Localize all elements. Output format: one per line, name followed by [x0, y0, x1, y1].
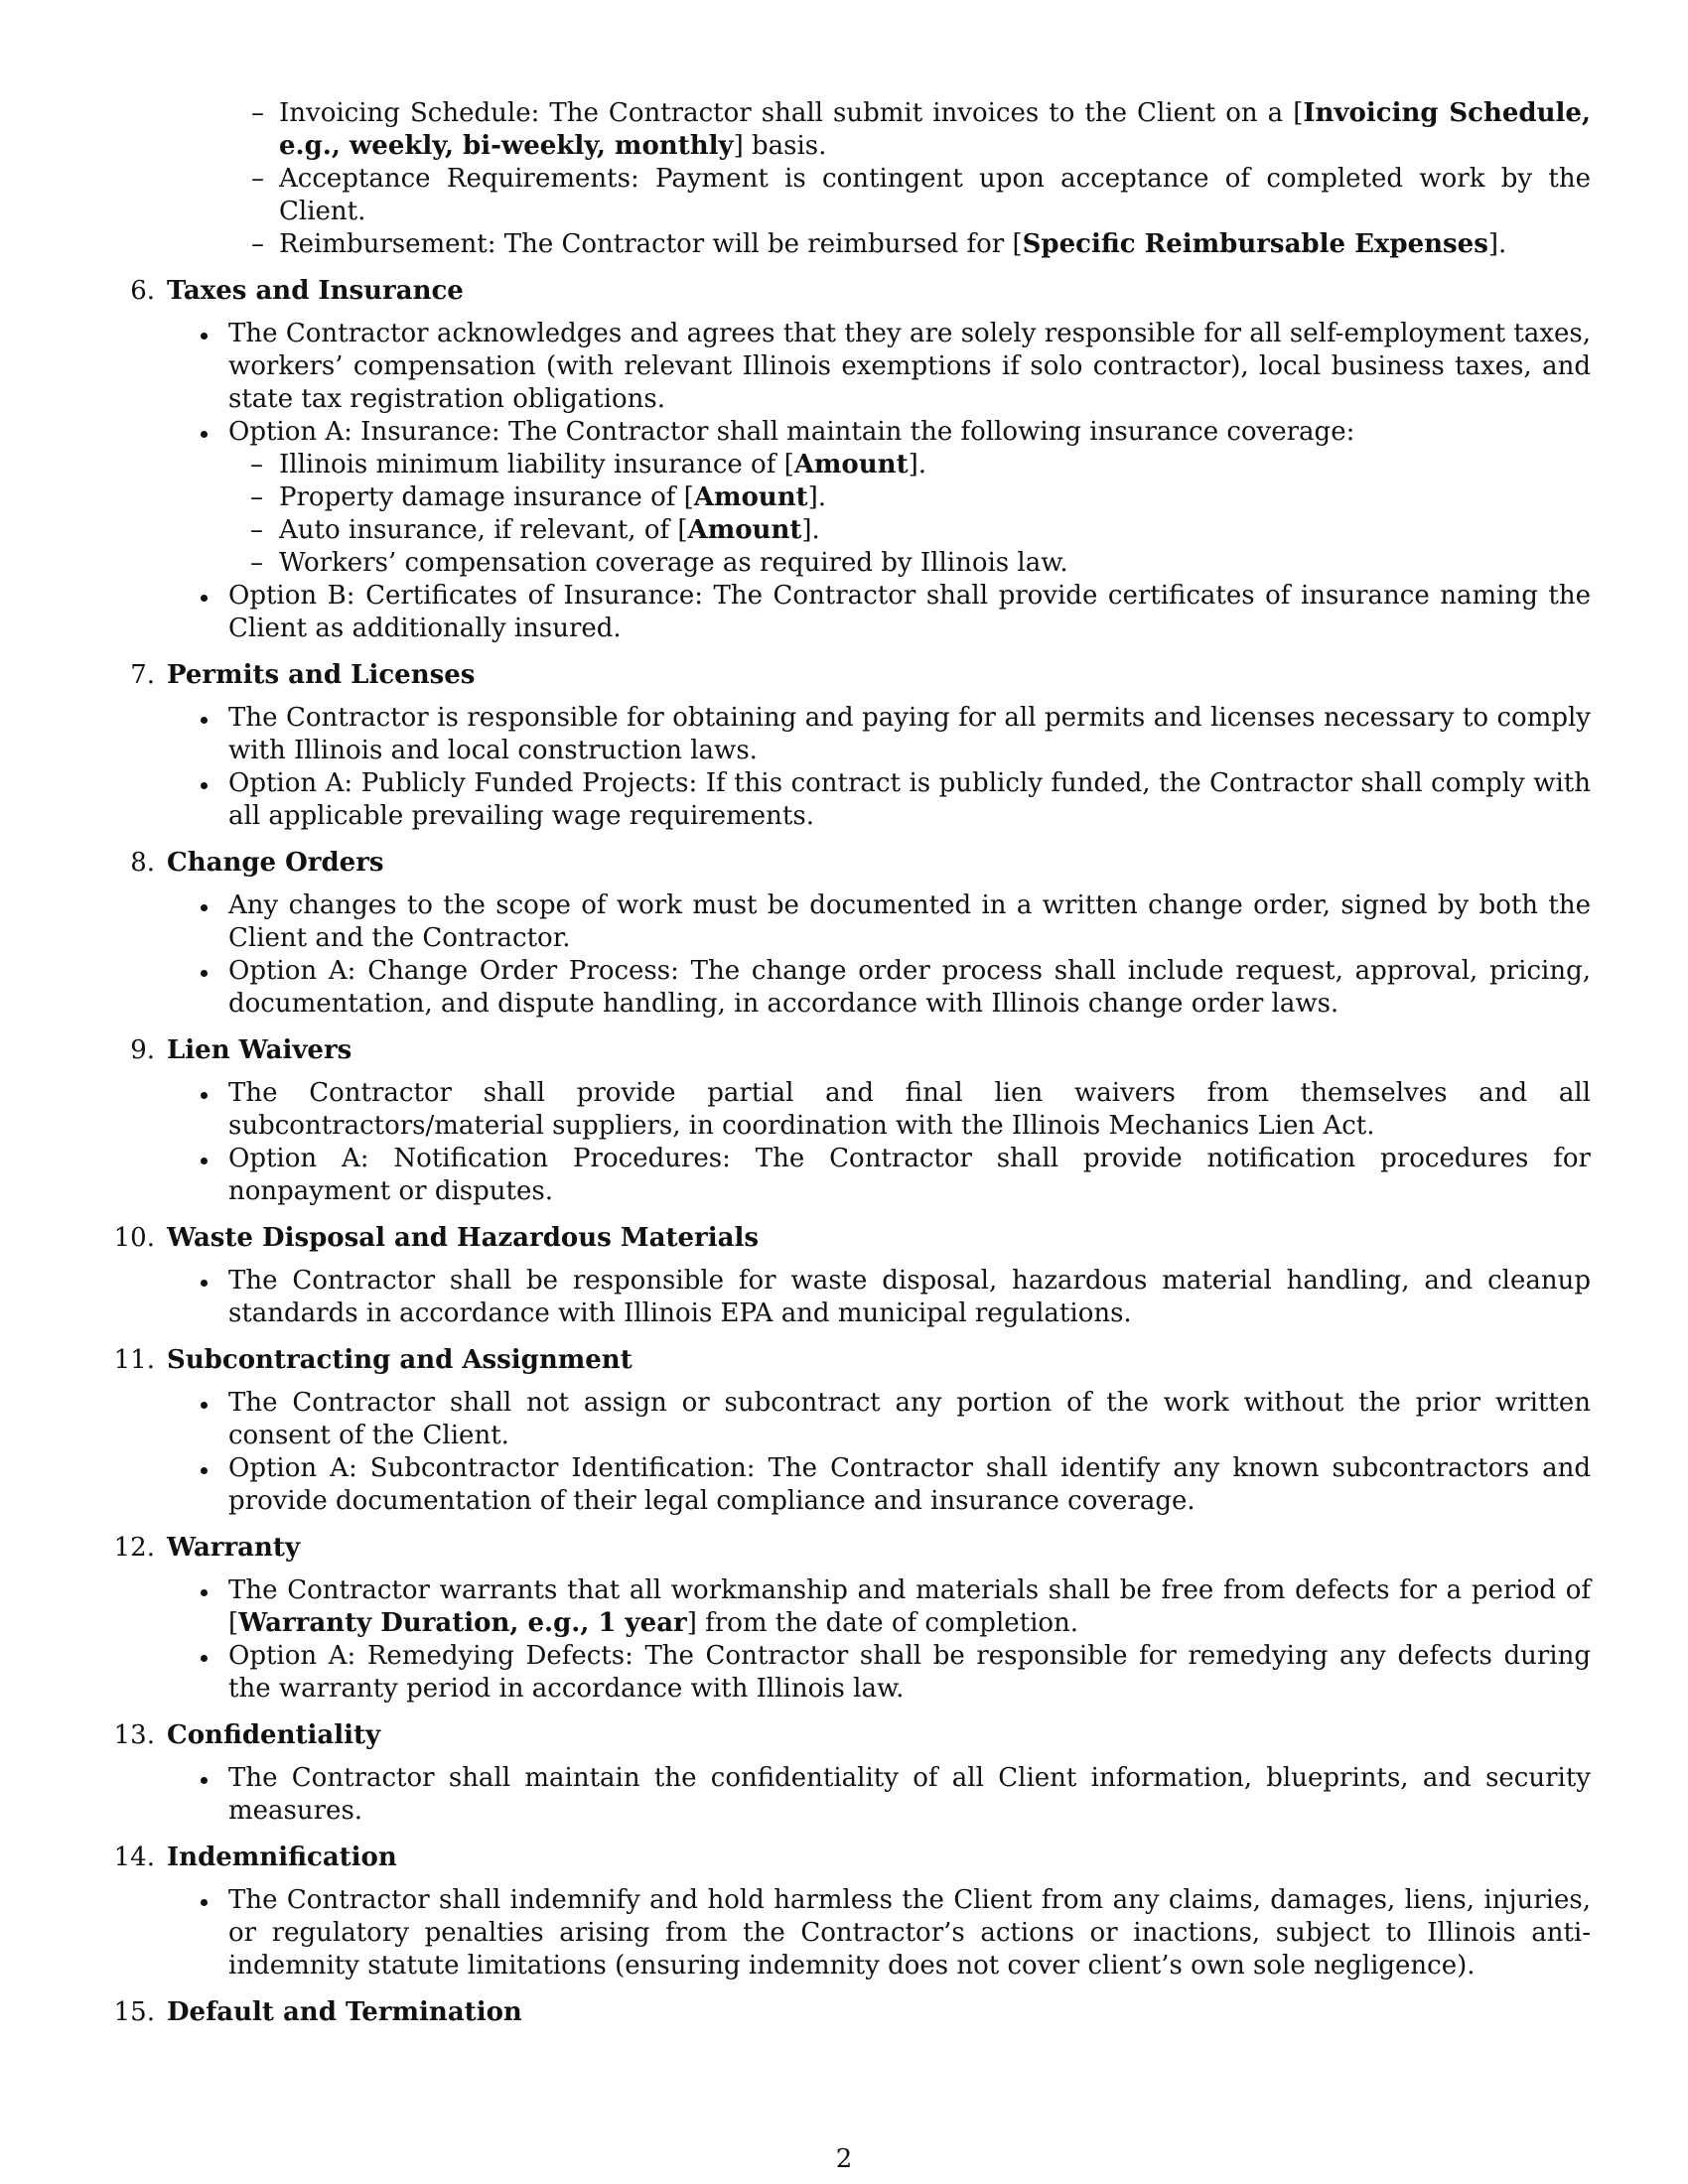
section-number: 11.: [113, 1345, 155, 1375]
text-run: Reimbursement: The Contractor will be reimbursed for [: [279, 229, 1023, 259]
bullet-list: [167, 1574, 1591, 1706]
text-run: Illinois minimum liability insurance of [: [279, 450, 794, 479]
section-title: Default and Termination: [167, 1997, 522, 2027]
section: [130, 847, 1591, 1021]
bullet-list: [167, 1762, 1591, 1828]
bullet-item: [167, 767, 1591, 833]
section-number: 9.: [130, 1035, 155, 1065]
dash-item: [228, 449, 1591, 481]
text-run: ].: [801, 515, 820, 545]
section-number: 7.: [130, 660, 155, 690]
section-title: Waste Disposal and Hazardous Materials: [167, 1223, 759, 1253]
bullet-item: [167, 702, 1591, 767]
bullet-item: [167, 889, 1591, 955]
section: [130, 1034, 1591, 1208]
section-heading: [113, 1344, 1591, 1377]
text-run: The Contractor warrants that all workmanship and materials shall be free from defects for a period of [: [228, 1575, 1591, 1638]
section-heading: [113, 1719, 1591, 1752]
text-run: Option A: Subcontractor Identification: The Contractor shall identify any known subcontractors and provide documentation of their legal compliance and insurance coverage.: [228, 1453, 1591, 1516]
section-title: Change Orders: [167, 848, 384, 878]
dash-item: [167, 228, 1591, 261]
text-run: Option A: Insurance: The Contractor shall maintain the following insurance coverage:: [228, 417, 1355, 447]
text-run: Option B: Certificates of Insurance: The Contractor shall provide certificates of insurance naming the Client as additionally insured.: [228, 581, 1591, 643]
text-run: Any changes to the scope of work must be documented in a written change order, signed by both the Client and the Contractor.: [228, 890, 1591, 953]
placeholder-field: Amount: [687, 515, 802, 545]
placeholder-field: Specific Reimbursable Expenses: [1022, 229, 1488, 259]
text-run: Option A: Publicly Funded Projects: If this contract is publicly funded, the Contractor shall comply with all applicable prevailing wage requirements.: [228, 768, 1591, 831]
text-run: Option A: Remedying Defects: The Contractor shall be responsible for remedying any defects during the warranty period in accordance with Illinois law.: [228, 1641, 1591, 1704]
bullet-item: [167, 1452, 1591, 1518]
bullet-item: [167, 416, 1591, 580]
bullet-list: [167, 1884, 1591, 1982]
section-heading: [130, 275, 1591, 308]
section: [113, 1344, 1591, 1518]
text-run: Acceptance Requirements: Payment is contingent upon acceptance of completed work by the Client.: [279, 164, 1591, 226]
bullet-item: [167, 580, 1591, 645]
placeholder-field: Invoicing Schedule, e.g., weekly, bi-weekly, monthly: [279, 98, 1591, 161]
dash-item: [228, 514, 1591, 547]
section-heading: [113, 1842, 1591, 1874]
text-run: The Contractor is responsible for obtaining and paying for all permits and licenses necessary to comply with Illinois and local construction laws.: [228, 703, 1591, 765]
bullet-list: [167, 889, 1591, 1021]
text-run: The Contractor shall provide partial and final lien waivers from themselves and all subcontractors/material suppliers, in coordination with the Illinois Mechanics Lien Act.: [228, 1078, 1591, 1141]
section-number: 6.: [130, 276, 155, 306]
section-heading: [113, 1996, 1591, 2029]
section-heading: [113, 1222, 1591, 1255]
text-run: Option A: Notification Procedures: The Contractor shall provide notification procedures for nonpayment or disputes.: [228, 1144, 1591, 1206]
section-heading: [113, 1532, 1591, 1565]
text-run: Workers’ compensation coverage as required by Illinois law.: [279, 548, 1068, 578]
section-number: 12.: [113, 1533, 155, 1563]
text-run: Option A: Change Order Process: The change order process shall include request, approval, pricing, documentation, and dispute handling, in accordance with Illinois change order laws.: [228, 956, 1591, 1019]
dash-item: [228, 547, 1591, 580]
bullet-item: [167, 1387, 1591, 1452]
page-content: [113, 97, 1591, 2029]
text-run: The Contractor shall indemnify and hold harmless the Client from any claims, damages, liens, injuries, or regulatory penalties arising from the Contractor’s actions or inactions, subject to Illinois anti-indemnity statute limitations (ensuring indemnity does not cover client’s own sole negligence).: [228, 1885, 1591, 1980]
text-run: The Contractor shall maintain the confidentiality of all Client information, blueprints, and security measures.: [228, 1763, 1591, 1826]
text-run: The Contractor shall be responsible for waste disposal, hazardous material handling, and cleanup standards in accordance with Illinois EPA and municipal regulations.: [228, 1266, 1591, 1328]
contract-sections: [113, 275, 1591, 2029]
section-heading: [130, 659, 1591, 692]
section-number: 10.: [113, 1223, 155, 1253]
bullet-list: [167, 702, 1591, 833]
page-number: 2: [835, 2144, 853, 2174]
text-run: ].: [807, 482, 827, 512]
bullet-item: [167, 1143, 1591, 1208]
placeholder-field: Warranty Duration, e.g., 1 year: [238, 1608, 687, 1638]
bullet-item: [167, 1884, 1591, 1982]
invoicing-details-list: [167, 97, 1591, 261]
section: [113, 1222, 1591, 1330]
section-heading: [130, 1034, 1591, 1067]
text-run: Property damage insurance of [: [279, 482, 694, 512]
text-run: Auto insurance, if relevant, of [: [279, 515, 688, 545]
bullet-item: [167, 1574, 1591, 1640]
bullet-list: [167, 1387, 1591, 1518]
section-title: Subcontracting and Assignment: [167, 1345, 633, 1375]
section-title: Lien Waivers: [167, 1035, 352, 1065]
text-run: ].: [908, 450, 926, 479]
section: [113, 1996, 1591, 2029]
section: [113, 1532, 1591, 1706]
section-number: 14.: [113, 1843, 155, 1872]
text-run: Invoicing Schedule: The Contractor shall submit invoices to the Client on a [: [279, 98, 1304, 128]
section-title: Permits and Licenses: [167, 660, 476, 690]
bullet-item: [167, 1265, 1591, 1330]
placeholder-field: Amount: [693, 482, 808, 512]
section-number: 15.: [113, 1997, 155, 2027]
section-title: Taxes and Insurance: [167, 276, 464, 306]
section-title: Indemnification: [167, 1843, 397, 1872]
section: [130, 659, 1591, 833]
text-run: The Contractor shall not assign or subcontract any portion of the work without the prior written consent of the Client.: [228, 1388, 1591, 1450]
bullet-list: [167, 1077, 1591, 1208]
bullet-item: [167, 318, 1591, 416]
bullet-item: [167, 1077, 1591, 1143]
bullet-item: [167, 1762, 1591, 1828]
section-number: 8.: [130, 848, 155, 878]
bullet-list: [167, 318, 1591, 645]
dash-item: [167, 97, 1591, 163]
bullet-list: [167, 1265, 1591, 1330]
section-number: 13.: [113, 1720, 155, 1750]
text-run: ].: [1487, 229, 1507, 259]
bullet-item: [167, 955, 1591, 1021]
section-title: Warranty: [167, 1533, 301, 1563]
text-run: ] from the date of completion.: [686, 1608, 1079, 1638]
text-run: The Contractor acknowledges and agrees that they are solely responsible for all self-employment taxes, workers’ compensation (with relevant Illinois exemptions if solo contractor), local business taxes, and state tax registration obligations.: [228, 319, 1591, 414]
text-run: ] basis.: [733, 131, 827, 161]
section-title: Confidentiality: [167, 1720, 381, 1750]
bullet-item: [167, 1640, 1591, 1706]
dash-item: [228, 481, 1591, 514]
sub-dash-list: [228, 449, 1591, 580]
section: [113, 1842, 1591, 1982]
section: [130, 275, 1591, 645]
dash-item: [167, 163, 1591, 228]
section: [113, 1719, 1591, 1828]
placeholder-field: Amount: [793, 450, 909, 479]
section-heading: [130, 847, 1591, 880]
